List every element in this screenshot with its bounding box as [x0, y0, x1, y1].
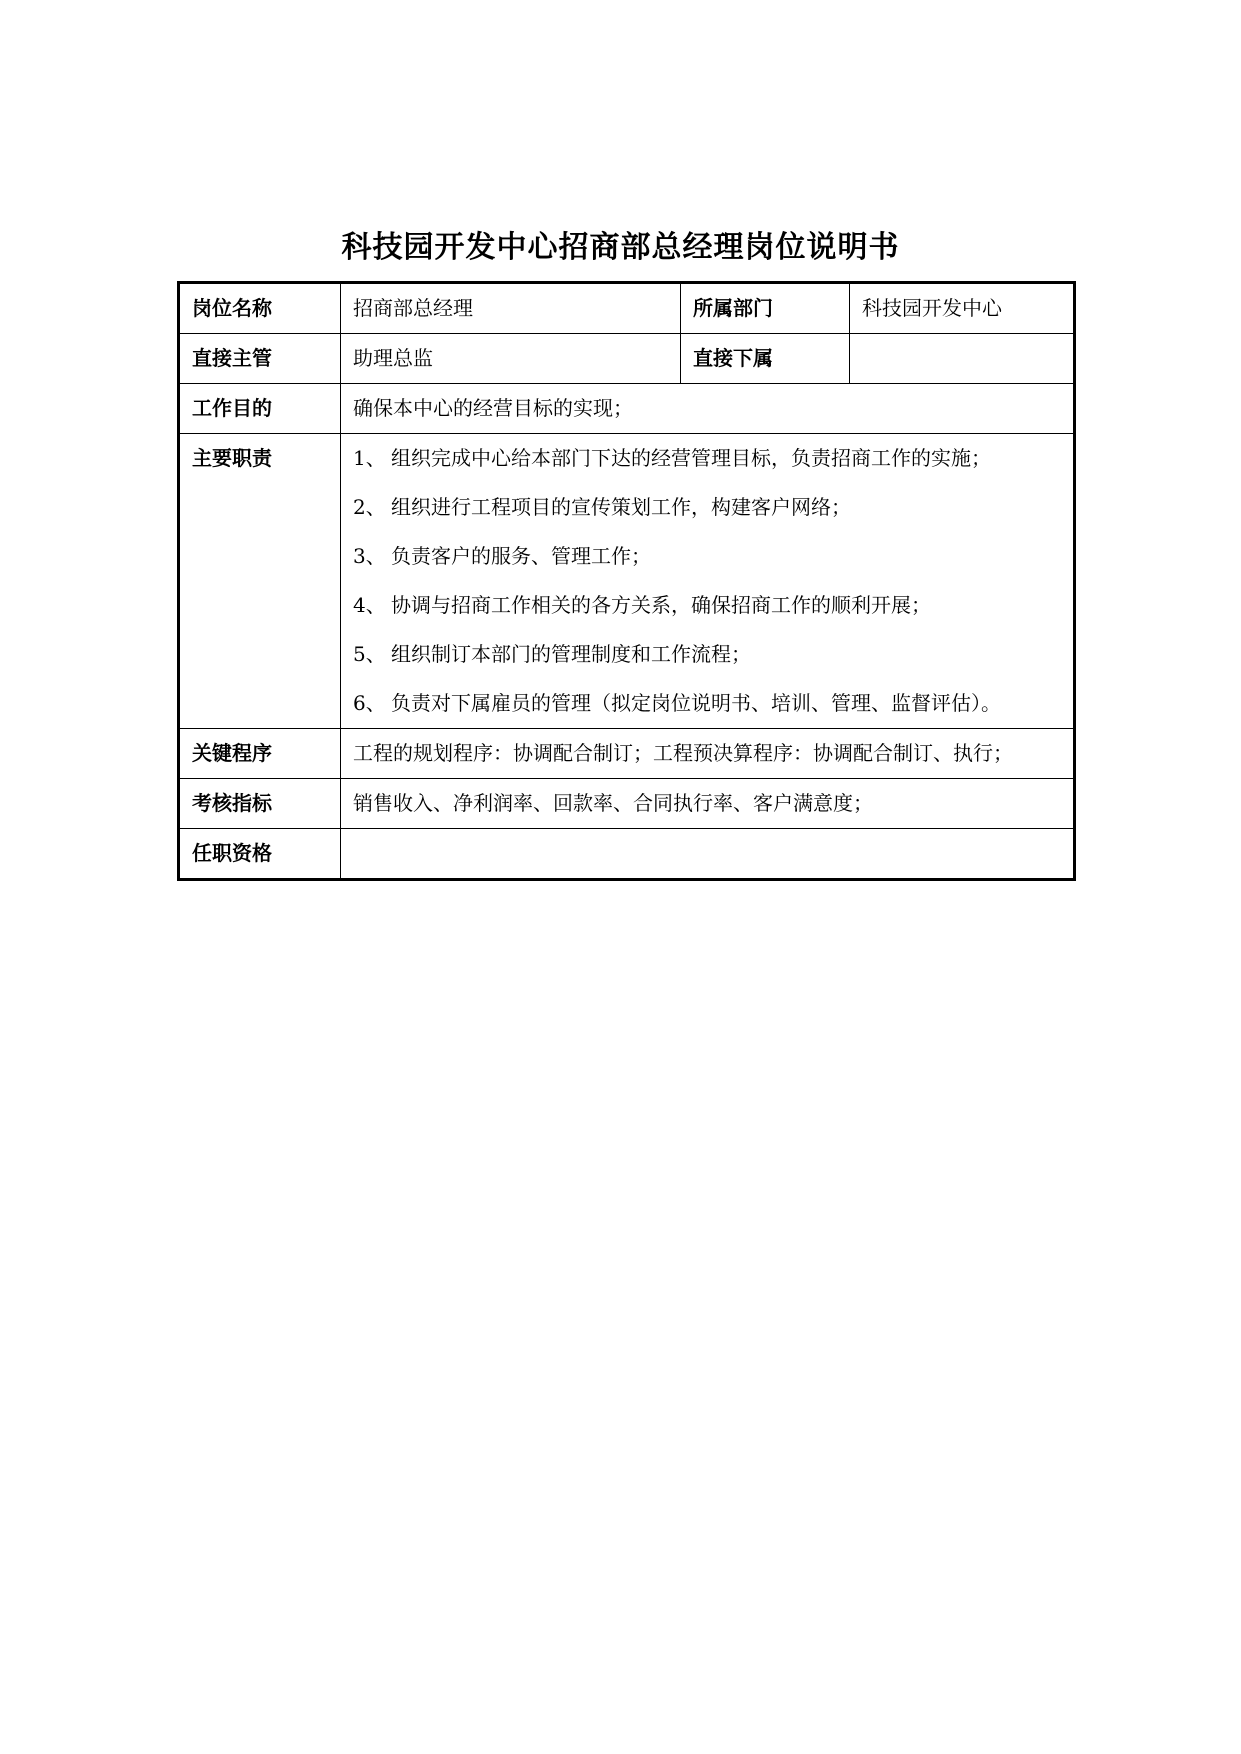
kpi-value: 销售收入、净利润率、回款率、合同执行率、客户满意度； [341, 779, 1075, 829]
department-value: 科技园开发中心 [850, 283, 1075, 334]
list-item [353, 630, 1061, 679]
duty-number: 4、 [353, 593, 386, 617]
table-row [179, 283, 1075, 334]
duty-number: 3、 [353, 544, 386, 568]
subordinates-value [850, 334, 1075, 384]
duty-text: 组织完成中心给本部门下达的经营管理目标，负责招商工作的实施； [391, 446, 991, 470]
qualification-label: 任职资格 [179, 829, 341, 880]
procedures-label: 关键程序 [179, 729, 341, 779]
position-name-value: 招商部总经理 [341, 283, 681, 334]
duty-text: 负责客户的服务、管理工作； [391, 544, 651, 568]
list-item [353, 679, 1061, 728]
duty-number: 2、 [353, 495, 386, 519]
list-item [353, 581, 1061, 630]
table-row [179, 384, 1075, 434]
procedures-value: 工程的规划程序：协调配合制订；工程预决算程序：协调配合制订、执行； [341, 729, 1075, 779]
table-row [179, 779, 1075, 829]
duty-text: 组织制订本部门的管理制度和工作流程； [391, 642, 751, 666]
duty-text: 协调与招商工作相关的各方关系，确保招商工作的顺利开展； [391, 593, 931, 617]
duties-cell [341, 434, 1075, 729]
job-description-table [177, 281, 1076, 881]
supervisor-value: 助理总监 [341, 334, 681, 384]
list-item [353, 483, 1061, 532]
duty-number: 6、 [353, 691, 386, 715]
table-row [179, 829, 1075, 880]
duty-number: 1、 [353, 446, 386, 470]
purpose-value: 确保本中心的经营目标的实现； [341, 384, 1075, 434]
position-name-label: 岗位名称 [179, 283, 341, 334]
qualification-value [341, 829, 1075, 880]
duties-list [353, 434, 1061, 728]
list-item [353, 532, 1061, 581]
table-row [179, 434, 1075, 729]
department-label: 所属部门 [681, 283, 850, 334]
subordinates-label: 直接下属 [681, 334, 850, 384]
kpi-label: 考核指标 [179, 779, 341, 829]
duty-number: 5、 [353, 642, 386, 666]
supervisor-label: 直接主管 [179, 334, 341, 384]
page-title: 科技园开发中心招商部总经理岗位说明书 [341, 230, 900, 265]
table-row [179, 729, 1075, 779]
purpose-label: 工作目的 [179, 384, 341, 434]
list-item [353, 434, 1061, 483]
duties-label: 主要职责 [179, 434, 341, 729]
duty-text: 组织进行工程项目的宣传策划工作，构建客户网络； [391, 495, 851, 519]
table-row [179, 334, 1075, 384]
duty-text: 负责对下属雇员的管理（拟定岗位说明书、培训、管理、监督评估）。 [391, 691, 1001, 715]
